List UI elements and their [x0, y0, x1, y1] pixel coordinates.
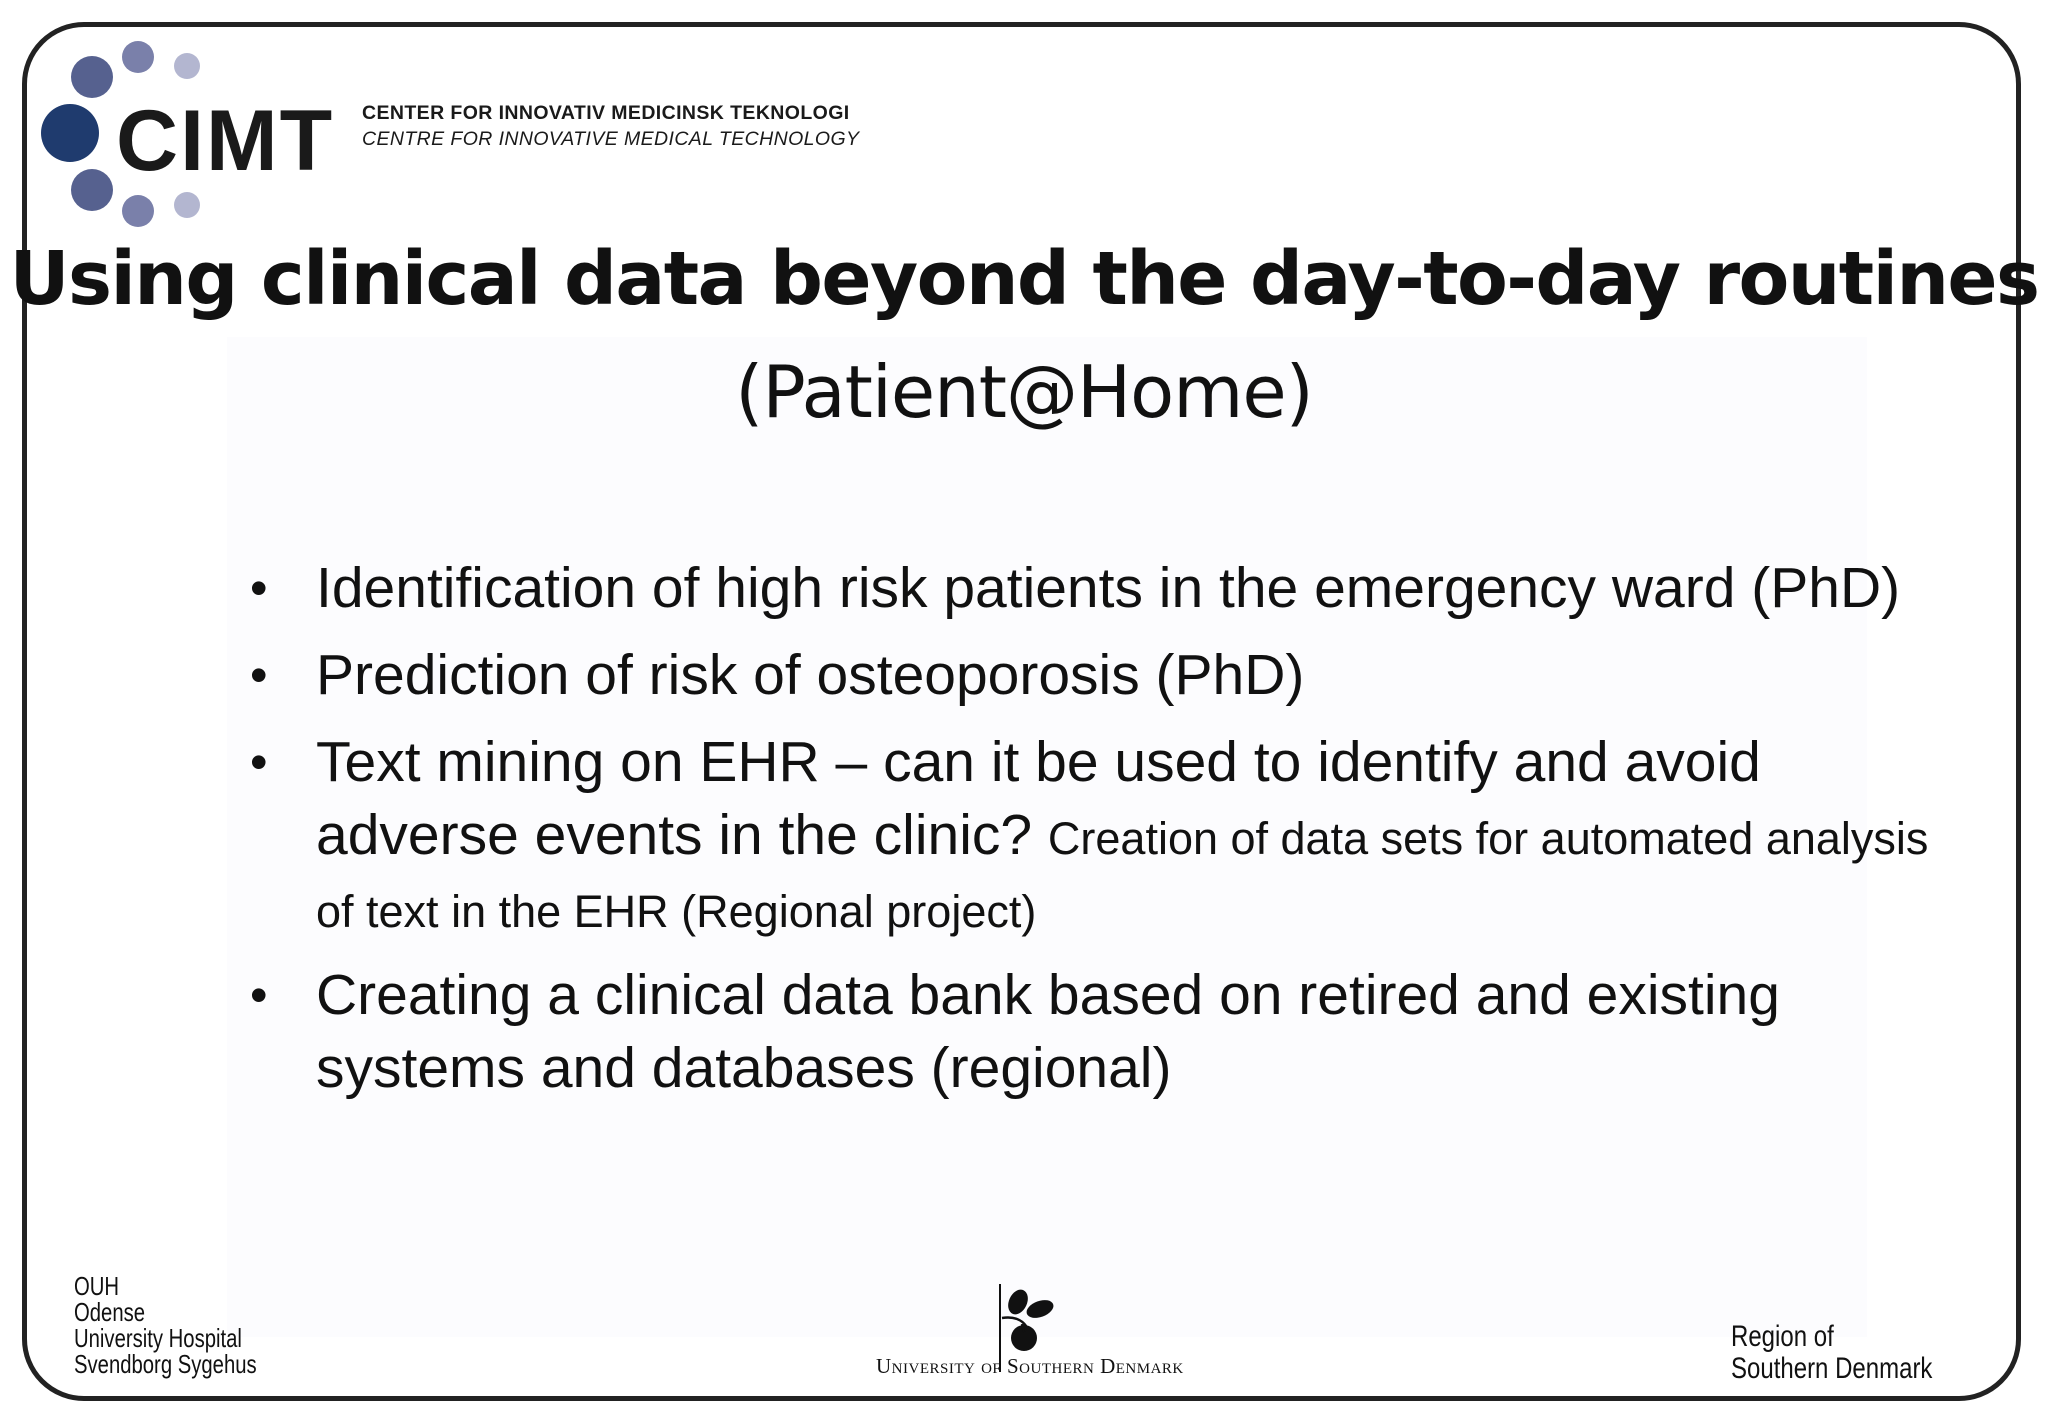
bullet-item	[246, 726, 1946, 945]
bullet-icon: •	[250, 647, 268, 703]
ouh-line: Svendborg Sygehus	[74, 1349, 257, 1379]
region-logo-text	[1731, 1321, 1932, 1385]
bullet-item	[246, 639, 1946, 712]
ouh-logo-text	[74, 1273, 257, 1377]
ouh-line: Odense	[74, 1297, 146, 1327]
region-line: Southern Denmark	[1731, 1352, 1933, 1385]
bullet-text: Creating a clinical data bank based on retired and existing systems and databases (regional)	[316, 963, 1780, 1100]
slide-title: Using clinical data beyond the day-to-day routines	[9, 236, 2039, 322]
ouh-line: OUH	[74, 1271, 120, 1301]
bullet-icon: •	[250, 967, 268, 1023]
org-name-english: CENTRE FOR INNOVATIVE MEDICAL TECHNOLOGY	[362, 128, 860, 150]
org-name-danish: CENTER FOR INNOVATIV MEDICINSK TEKNOLOGI	[362, 102, 850, 124]
bullet-text: Text mining on EHR – can it be used to identify and avoid adverse events in the clinic?	[316, 730, 1761, 867]
slide-subtitle: (Patient@Home)	[735, 350, 1313, 434]
ouh-line: University Hospital	[74, 1323, 242, 1353]
sdu-name: University of Southern Denmark	[876, 1354, 1184, 1378]
bullet-icon: •	[250, 560, 268, 616]
bullet-list	[246, 552, 1946, 1119]
bullet-text: Identification of high risk patients in the emergency ward (PhD)	[316, 556, 1901, 620]
bullet-item	[246, 959, 1946, 1105]
bullet-icon: •	[250, 734, 268, 790]
cimt-logo	[40, 36, 940, 236]
bullet-item	[246, 552, 1946, 625]
bullet-subtext: Creation of data sets for automated analysis of text in the EHR (Regional project)	[316, 813, 1929, 937]
region-line: Region of	[1731, 1320, 1834, 1353]
cimt-wordmark: CIMT	[116, 93, 335, 189]
bullet-text: Prediction of risk of osteoporosis (PhD)	[316, 643, 1305, 707]
